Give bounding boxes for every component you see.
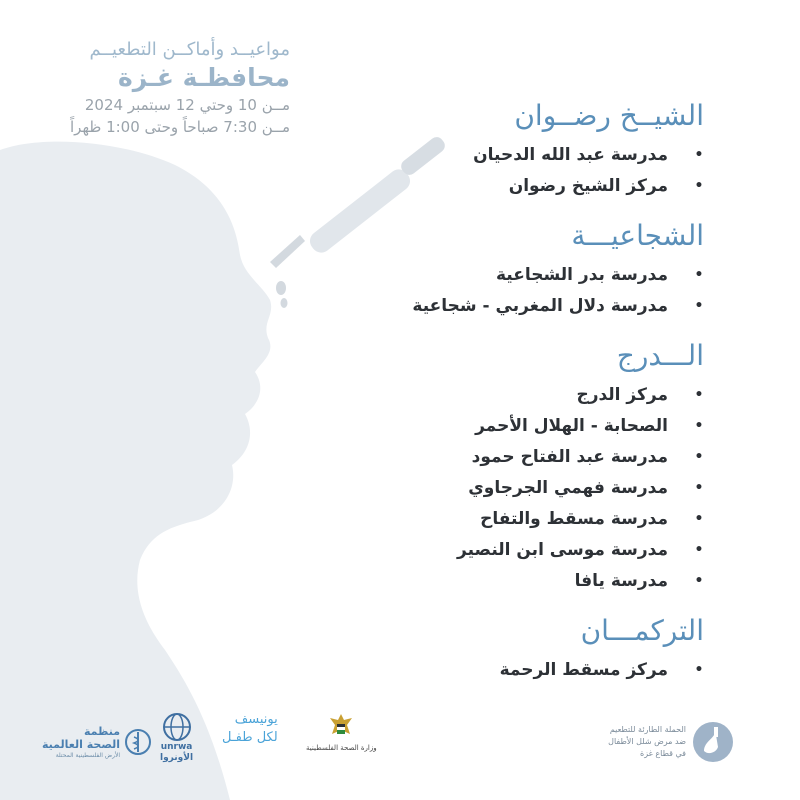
- bullet-icon: •: [694, 662, 704, 678]
- list-item: [284, 535, 704, 566]
- school-list: [284, 140, 704, 202]
- unrwa-logo: [160, 712, 193, 772]
- list-item: [284, 380, 704, 411]
- bullet-icon: •: [694, 542, 704, 558]
- school-name: مدرسة عبد الفتاح حمود: [471, 447, 668, 467]
- bullet-icon: •: [694, 147, 704, 163]
- who-name-line1: منظمة: [84, 724, 121, 738]
- bullet-icon: •: [694, 511, 704, 527]
- eagle-emblem-icon: [328, 712, 354, 742]
- list-item: [284, 171, 704, 202]
- bullet-icon: •: [694, 387, 704, 403]
- ministry-name: وزارة الصحة الفلسطينية: [306, 744, 377, 752]
- list-item: [284, 411, 704, 442]
- unrwa-name-ar: الأونروا: [160, 753, 194, 763]
- header-date-range: مــن 10 وحتي 12 سبتمبر 2024: [84, 96, 290, 114]
- locations-list: [284, 96, 704, 700]
- list-item: [284, 473, 704, 504]
- school-name: مدرسة مسقط والتفاح: [480, 509, 668, 529]
- list-item: [284, 140, 704, 171]
- unicef-slogan: لكل طفـل: [222, 730, 278, 745]
- list-item: [284, 566, 704, 597]
- school-list: [284, 380, 704, 597]
- area-title: الشجاعيـــة: [571, 219, 704, 252]
- sponsor-logos: [0, 712, 800, 782]
- school-name: مدرسة موسى ابن النصير: [457, 540, 668, 560]
- campaign-line1: الحملة الطارئة للتطعيم: [609, 725, 686, 734]
- bullet-icon: •: [694, 480, 704, 496]
- header-governorate: محافظـة غـزة: [118, 63, 290, 92]
- list-item: [284, 260, 704, 291]
- un-emblem-icon: [124, 728, 152, 756]
- school-name: الصحابة - الهلال الأحمر: [475, 416, 668, 436]
- area-title: التركمـــان: [580, 614, 704, 647]
- campaign-dropper-icon: [692, 721, 734, 763]
- who-region: الأرض الفلسطينية المحتلة: [55, 751, 121, 759]
- area-section: [284, 336, 704, 597]
- school-name: مدرسة دلال المغربي - شجاعية: [412, 296, 668, 316]
- who-name-line2: الصحة العالمية: [42, 737, 121, 751]
- school-name: مدرسة بدر الشجاعية: [496, 265, 668, 285]
- header-title: مواعيــد وأماكــن التطعيــم: [89, 39, 290, 60]
- unicef-logo: [222, 712, 278, 772]
- area-title: الـــدرج: [616, 339, 704, 372]
- un-globe-icon: [162, 712, 192, 742]
- school-name: مركز الدرج: [576, 385, 668, 405]
- school-name: مدرسة عبد الله الدحيان: [473, 145, 668, 165]
- area-section: [284, 96, 704, 202]
- list-item: [284, 291, 704, 322]
- bullet-icon: •: [694, 449, 704, 465]
- header-time-range: مــن 7:30 صباحاً وحتى 1:00 ظهراً: [70, 118, 290, 136]
- area-title: الشيــخ رضــوان: [514, 99, 704, 132]
- area-section: [284, 611, 704, 686]
- poster-header: [30, 38, 290, 138]
- school-name: مركز مسقط الرحمة: [499, 660, 668, 680]
- bullet-icon: •: [694, 267, 704, 283]
- campaign-line2: ضد مرض شلل الأطفال: [608, 737, 686, 746]
- school-list: [284, 655, 704, 686]
- campaign-logo: [596, 712, 736, 772]
- bullet-icon: •: [694, 298, 704, 314]
- school-name: مركز الشيخ رضوان: [508, 176, 668, 196]
- ministry-of-health-logo: [306, 712, 377, 772]
- unrwa-name-en: unrwa: [160, 742, 193, 752]
- list-item: [284, 504, 704, 535]
- unicef-name: يونيسف: [234, 712, 278, 727]
- bullet-icon: •: [694, 573, 704, 589]
- who-logo: [42, 712, 152, 772]
- bullet-icon: •: [694, 418, 704, 434]
- campaign-line3: في قطاع غزة: [640, 749, 686, 758]
- bullet-icon: •: [694, 178, 704, 194]
- list-item: [284, 442, 704, 473]
- list-item: [284, 655, 704, 686]
- school-list: [284, 260, 704, 322]
- school-name: مدرسة فهمي الجرجاوي: [468, 478, 668, 498]
- school-name: مدرسة يافا: [574, 571, 668, 591]
- area-section: [284, 216, 704, 322]
